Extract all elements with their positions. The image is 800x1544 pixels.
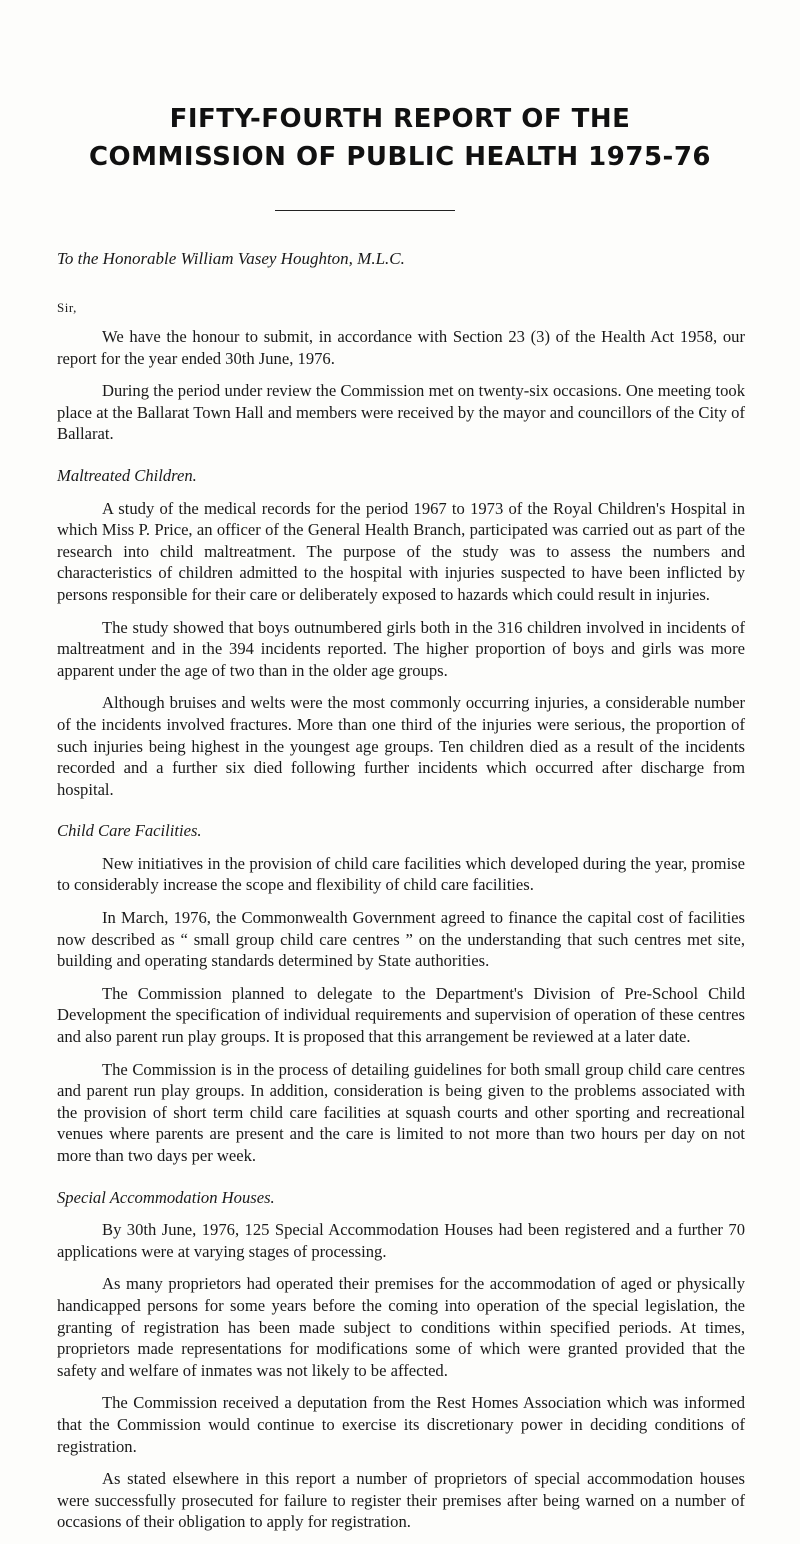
addressee: To the Honorable William Vasey Houghton, M.L.C. (57, 249, 405, 268)
maltreated-paragraph-3: Although bruises and welts were the most commonly occurring injuries, a considerable number of the incidents involved fractures. More than one third of the injuries were serious, the proportion of such injuries being highest in the youngest age groups. Ten children died as a result of the incidents recorded and a further six died following further incidents which occurred after discharge from hospital. (57, 693, 745, 799)
section-heading-child-care-facilities: Child Care Facilities. (57, 821, 202, 841)
childcare-paragraph-3: The Commission planned to delegate to the Department's Division of Pre-School Child Development the specification of individual requirements and supervision of operation of these centres and also parent run play groups. It is proposed that this arrangement be reviewed at a later date. (57, 983, 745, 1047)
childcare-paragraph-4: The Commission is in the process of detailing guidelines for both small group child care centres and parent run play groups. In addition, consideration is being given to the problems associated with the provision of short term child care facilities at squash courts and other sporting and recreational venues where parents are present and the care is limited to not more than two hours per day on not more than two days per week. (57, 1059, 745, 1165)
special-paragraph-4: As stated elsewhere in this report a number of proprietors of special accommodation houses were successfully prosecuted for failure to register their premises after being warned on a number of occasions of their obligation to apply for registration. (57, 1469, 745, 1532)
special-paragraph-3: The Commission received a deputation from the Rest Homes Association which was informed that the Commission would continue to exercise its discretionary power in deciding conditions of registration. (57, 1393, 745, 1456)
salutation: Sir, (57, 300, 77, 315)
section-heading-special-accommodation: Special Accommodation Houses. (57, 1187, 275, 1207)
report-body (57, 326, 745, 1544)
special-paragraph-1: By 30th June, 1976, 125 Special Accommodation Houses had been registered and a further 70 applications were at varying stages of processing. (57, 1220, 745, 1261)
section-heading-maltreated-children: Maltreated Children. (57, 465, 197, 485)
title-divider (275, 210, 455, 211)
special-paragraph-2: As many proprietors had operated their premises for the accommodation of aged or physically handicapped persons for some years before the coming into operation of the special legislation, the granting of registration has been made subject to conditions within specified periods. At times, proprietors made representations for modifications some of which were granted provided that the safety and welfare of inmates was not likely to be affected. (57, 1274, 745, 1380)
childcare-paragraph-2: In March, 1976, the Commonwealth Government agreed to finance the capital cost of facilities now described as “ small group child care centres ” on the understanding that such centres met site, building and operating standards determined by State authorities. (57, 908, 745, 971)
report-title-line-2: COMMISSION OF PUBLIC HEALTH 1975-76 (88, 142, 712, 172)
intro-paragraph-2: During the period under review the Commission met on twenty-six occasions. One meeting took place at the Ballarat Town Hall and members were received by the mayor and councillors of the City of Ballarat. (57, 381, 745, 444)
maltreated-paragraph-2: The study showed that boys outnumbered girls both in the 316 children involved in incidents of maltreatment and in the 394 incidents reported. The higher proportion of boys and girls was more apparent under the age of two than in the older age groups. (57, 617, 745, 680)
maltreated-paragraph-1: A study of the medical records for the period 1967 to 1973 of the Royal Children's Hospital in which Miss P. Price, an officer of the General Health Branch, participated was carried out as part of the research into child maltreatment. The purpose of the study was to assess the numbers and characteristics of children admitted to the hospital with injuries suspected to have been inflicted by persons responsible for their care or deliberately exposed to hazards which could result in injuries. (57, 498, 745, 604)
intro-paragraph-1: We have the honour to submit, in accordance with Section 23 (3) of the Health Act 1958, our report for the year ended 30th June, 1976. (57, 327, 745, 368)
report-title-line-1: FIFTY-FOURTH REPORT OF THE (169, 104, 631, 134)
childcare-paragraph-1: New initiatives in the provision of child care facilities which developed during the year, promise to considerably increase the scope and flexibility of child care facilities. (57, 853, 745, 895)
